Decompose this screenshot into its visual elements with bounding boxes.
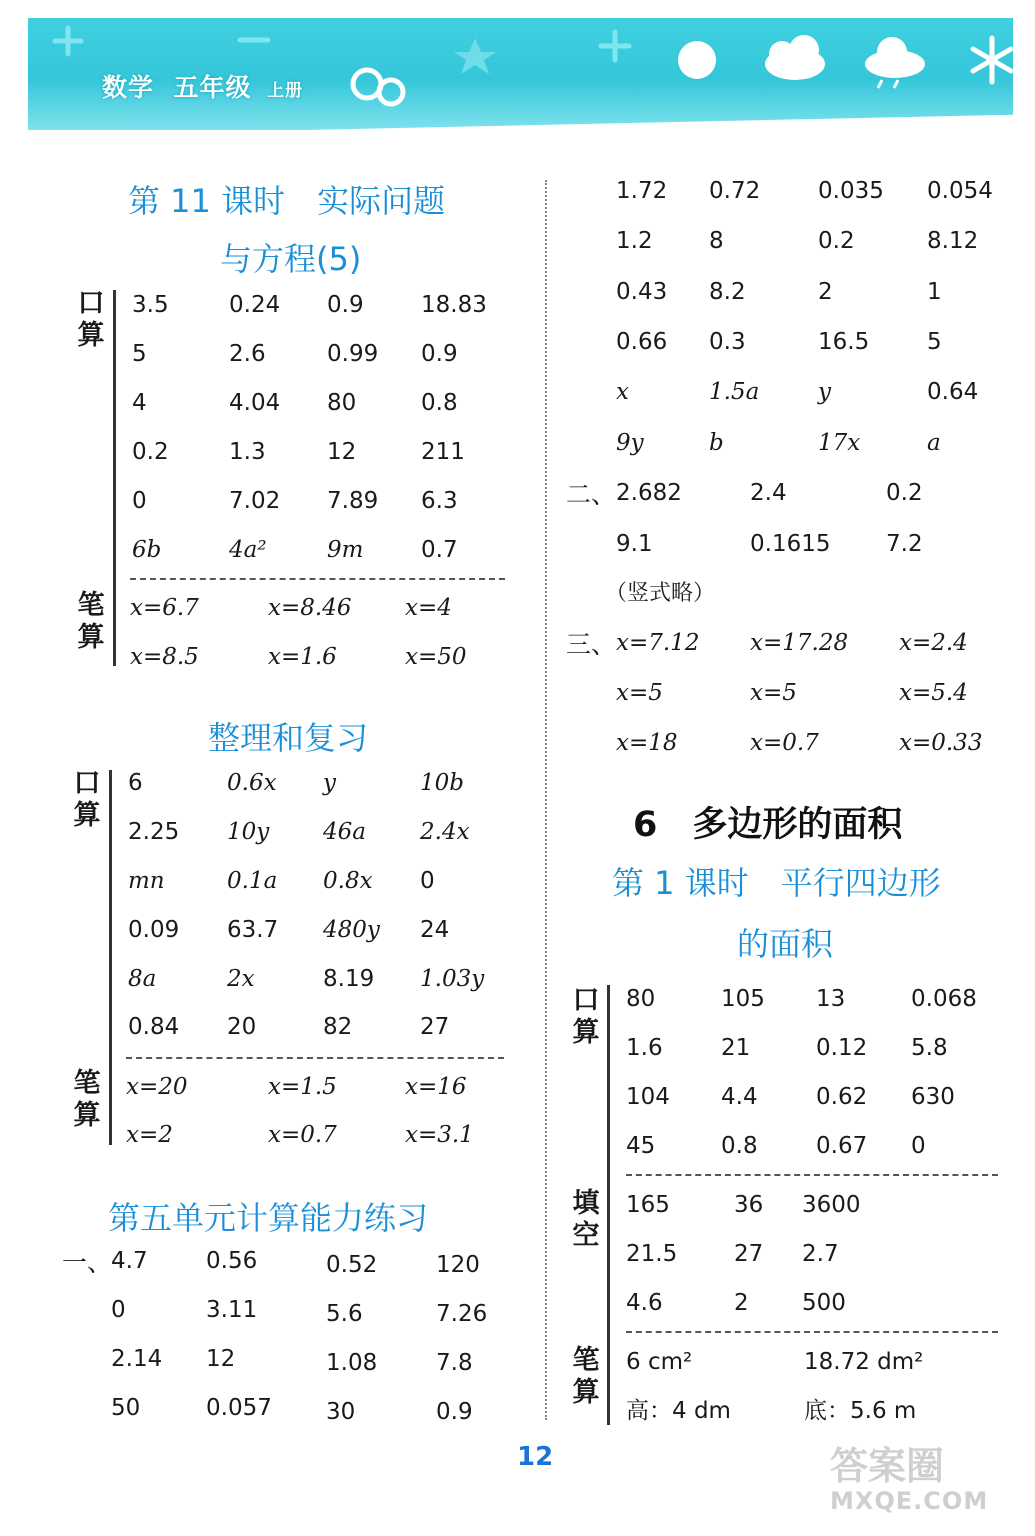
review-title: 整理和复习: [208, 719, 369, 757]
answer-cell: 0.52: [326, 1252, 378, 1278]
watermark: [830, 1445, 988, 1515]
rain-cloud-icon: [865, 37, 925, 88]
answer-cell: 0.035: [818, 178, 884, 204]
answer-cell: 1.5a: [709, 379, 760, 405]
answer-cell: 0.9: [327, 292, 364, 318]
answer-cell: 8.19: [323, 966, 375, 992]
answer-cell: 45: [626, 1133, 656, 1159]
answer-cell: 13: [816, 986, 846, 1012]
answer-cell: 5.8: [911, 1035, 948, 1061]
answer-cell: 0.9: [421, 341, 458, 367]
answer-cell: 0.3: [709, 329, 746, 355]
answer-cell: 1.72: [616, 178, 668, 204]
lesson1-subtitle: 的面积: [737, 925, 834, 963]
answer-cell: x=20: [126, 1074, 188, 1100]
answer-cell: 5: [927, 329, 942, 355]
answer-cell: 0.057: [206, 1395, 272, 1421]
oral-label: 口算: [73, 768, 101, 831]
lesson11-subtitle: 与方程(5): [220, 240, 362, 278]
written-label: 笔算: [77, 590, 105, 653]
answer-cell: x: [616, 379, 629, 405]
answer-cell: 3.11: [206, 1297, 258, 1323]
answer-cell: 7.8: [436, 1350, 473, 1376]
answer-cell: 10y: [227, 819, 270, 845]
answer-cell: 4.6: [626, 1290, 663, 1316]
weather-icons: [670, 30, 1015, 90]
answer-cell: 480y: [323, 917, 380, 943]
oral-label: 口算: [77, 288, 105, 351]
answer-cell: x=50: [405, 644, 467, 670]
answer-cell: 80: [626, 986, 656, 1012]
unit5-title: 第五单元计算能力练习: [108, 1199, 429, 1237]
answer-cell: 36: [734, 1192, 764, 1218]
answer-cell: 2.25: [128, 819, 180, 845]
answer-cell: 20: [227, 1014, 257, 1040]
answer-cell: 8.2: [709, 279, 746, 305]
answer-cell: 0.054: [927, 178, 993, 204]
answer-cell: 46a: [323, 819, 366, 845]
answer-cell: 1.3: [229, 439, 266, 465]
plus-sparkles-icon: [40, 18, 690, 78]
answer-cell: 2.682: [616, 480, 682, 506]
answer-cell: 2: [734, 1290, 749, 1316]
answer-cell: x=5: [750, 680, 797, 706]
cloud-icon: [765, 35, 825, 80]
answer-cell: 5.6: [326, 1301, 363, 1327]
answer-cell: 4a²: [229, 537, 267, 563]
answer-cell: b: [709, 430, 724, 456]
dashed-separator: [130, 578, 505, 580]
answer-cell: 1.6: [626, 1035, 663, 1061]
answer-cell: 6b: [132, 537, 162, 563]
sun-icon: [678, 41, 716, 79]
answer-cell: 0.7: [421, 537, 458, 563]
answer-cell: x=0.33: [899, 730, 983, 756]
answer-cell: 18.83: [421, 292, 487, 318]
answer-cell: 6: [128, 770, 143, 796]
answer-cell: 0.8x: [323, 868, 373, 894]
lesson1-title: 第 1 课时 平行四边形: [612, 864, 941, 902]
answer-cell: 0.6x: [227, 770, 277, 796]
answer-cell: 104: [626, 1084, 670, 1110]
answer-cell: 9.1: [616, 531, 653, 557]
answer-cell: x=16: [405, 1074, 467, 1100]
answer-cell: 7.26: [436, 1301, 488, 1327]
watermark-logo: 答案圈: [830, 1444, 945, 1488]
answer-cell: 0: [420, 868, 435, 894]
page-number: 12: [517, 1442, 554, 1472]
answer-cell: 1.2: [616, 228, 653, 254]
answer-cell: 0.8: [721, 1133, 758, 1159]
grade-label: 五年级: [173, 73, 252, 102]
part-number: 三、: [566, 630, 617, 659]
answer-cell: 21: [721, 1035, 751, 1061]
answer-cell: x=1.5: [268, 1074, 337, 1100]
answer-cell: x=5.4: [899, 680, 968, 706]
answer-cell: 1: [927, 279, 942, 305]
answer-cell: 27: [734, 1241, 764, 1267]
section-bar: [109, 770, 112, 1145]
answer-cell: x=17.28: [750, 630, 849, 656]
answer-cell: 0.8: [421, 390, 458, 416]
answer-cell: 0.2: [818, 228, 855, 254]
answer-cell: 8.12: [927, 228, 979, 254]
answer-cell: 4.7: [111, 1248, 148, 1274]
answer-cell: 50: [111, 1395, 141, 1421]
answer-cell: 0.12: [816, 1035, 868, 1061]
answer-cell: 120: [436, 1252, 480, 1278]
answer-cell: x=8.5: [130, 644, 199, 670]
answer-cell: 5: [132, 341, 147, 367]
answer-cell: 4.04: [229, 390, 281, 416]
answer-cell: x=6.7: [130, 595, 199, 621]
answer-cell: 80: [327, 390, 357, 416]
dashed-separator: [626, 1174, 998, 1176]
answer-cell: 21.5: [626, 1241, 678, 1267]
answer-cell: 0.068: [911, 986, 977, 1012]
dashed-separator: [626, 1331, 998, 1333]
answer-cell: x=2.4: [899, 630, 968, 656]
answer-cell: 9m: [327, 537, 364, 563]
answer-cell: 0.62: [816, 1084, 868, 1110]
answer-cell: 16.5: [818, 329, 870, 355]
answer-cell: 9y: [616, 430, 644, 456]
dashed-separator: [126, 1057, 504, 1059]
answer-cell: 12: [327, 439, 357, 465]
answer-cell: 0.2: [886, 480, 923, 506]
answer-cell: 1.08: [326, 1350, 378, 1376]
answer-cell: 500: [802, 1290, 846, 1316]
answer-cell: 0.56: [206, 1248, 258, 1274]
answer-cell: 4: [132, 390, 147, 416]
answer-cell: 6 cm²: [626, 1349, 693, 1375]
answer-cell: x=18: [616, 730, 678, 756]
answer-cell: 底：5.6 m: [804, 1398, 917, 1424]
answer-cell: 0.99: [327, 341, 379, 367]
answer-cell: 0.9: [436, 1399, 473, 1425]
answer-cell: 105: [721, 986, 765, 1012]
answer-cell: 10b: [420, 770, 464, 796]
volume-label: 上册: [267, 81, 304, 101]
answer-cell: 27: [420, 1014, 450, 1040]
answer-cell: 0.64: [927, 379, 979, 405]
answer-cell: 2.14: [111, 1346, 163, 1372]
answer-cell: 165: [626, 1192, 670, 1218]
written-label: 笔算: [73, 1068, 101, 1131]
answer-cell: 82: [323, 1014, 353, 1040]
answer-cell: x=2: [126, 1122, 173, 1148]
section-bar: [607, 985, 610, 1425]
answer-cell: 0.2: [132, 439, 169, 465]
answer-cell: 0.67: [816, 1133, 868, 1159]
answer-cell: 3.5: [132, 292, 169, 318]
answer-cell: y: [818, 379, 831, 405]
answer-cell: 0: [911, 1133, 926, 1159]
answer-cell: mn: [128, 868, 165, 894]
answer-cell: 1.03y: [420, 966, 485, 992]
answer-cell: 2.6: [229, 341, 266, 367]
answer-cell: 630: [911, 1084, 955, 1110]
answer-cell: 2.4x: [420, 819, 470, 845]
answer-cell: 0.66: [616, 329, 668, 355]
answer-cell: 24: [420, 917, 450, 943]
answer-cell: 0.72: [709, 178, 761, 204]
answer-cell: 17x: [818, 430, 861, 456]
answer-cell: 0.24: [229, 292, 281, 318]
answer-cell: 3600: [802, 1192, 861, 1218]
answer-cell: 0.09: [128, 917, 180, 943]
answer-cell: a: [927, 430, 941, 456]
written-label: 笔算: [572, 1345, 600, 1408]
answer-cell: x=8.46: [268, 595, 352, 621]
answer-cell: 2: [818, 279, 833, 305]
lesson11-title: 第 11 课时 实际问题: [128, 182, 446, 220]
answer-cell: 高：4 dm: [626, 1398, 731, 1424]
answer-cell: 4.4: [721, 1084, 758, 1110]
answer-cell: 0.43: [616, 279, 668, 305]
answer-cell: 8: [709, 228, 724, 254]
answer-cell: 0: [132, 488, 147, 514]
answer-cell: 211: [421, 439, 465, 465]
answer-cell: y: [323, 770, 336, 796]
answer-cell: x=0.7: [268, 1122, 337, 1148]
answer-cell: 2x: [227, 966, 255, 992]
subject-label: 数学: [102, 73, 155, 102]
answer-cell: 7.2: [886, 531, 923, 557]
answer-cell: x=7.12: [616, 630, 700, 656]
section-bar: [113, 290, 116, 666]
answer-cell: 0: [111, 1297, 126, 1323]
answer-cell: 8a: [128, 966, 157, 992]
answer-cell: 6.3: [421, 488, 458, 514]
answer-cell: 0.1615: [750, 531, 831, 557]
part-number: 一、: [62, 1248, 113, 1277]
answer-cell: 12: [206, 1346, 236, 1372]
answer-cell: 7.02: [229, 488, 281, 514]
answer-cell: 30: [326, 1399, 356, 1425]
answer-cell: 63.7: [227, 917, 279, 943]
fill-label: 填空: [572, 1188, 600, 1251]
column-divider: [545, 180, 547, 1420]
answer-cell: x=0.7: [750, 730, 819, 756]
oral-label: 口算: [572, 985, 600, 1048]
answer-cell: x=4: [405, 595, 452, 621]
note-text: （竖式略）: [605, 581, 716, 606]
snowflake-icon: [973, 38, 1011, 82]
answer-cell: x=3.1: [405, 1122, 474, 1148]
answer-cell: 0.84: [128, 1014, 180, 1040]
watermark-url: MXQE.COM: [830, 1487, 989, 1515]
part-number: 二、: [566, 480, 617, 509]
answer-cell: 7.89: [327, 488, 379, 514]
answer-cell: x=1.6: [268, 644, 337, 670]
answer-cell: 0.1a: [227, 868, 278, 894]
answer-cell: 2.4: [750, 480, 787, 506]
answer-cell: 2.7: [802, 1241, 839, 1267]
answer-cell: x=5: [616, 680, 663, 706]
answer-cell: 18.72 dm²: [804, 1349, 924, 1375]
chapter-title: 6 多边形的面积: [633, 805, 903, 845]
